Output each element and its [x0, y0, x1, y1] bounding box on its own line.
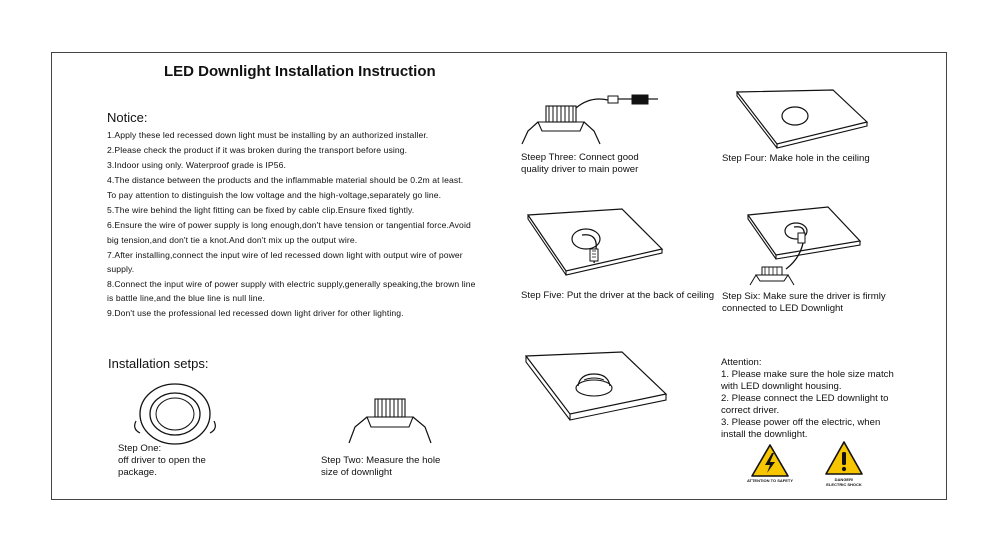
notice-line: is battle line,and the blue line is null line.	[107, 293, 265, 303]
step-five-text: Step Five: Put the driver at the back of ceiling	[521, 290, 715, 301]
step-six-text: Step Six: Make sure the driver is firmly	[722, 291, 886, 302]
step-three-text: quality driver to main power	[521, 164, 639, 175]
driver-behind-ceiling-illustration	[526, 205, 666, 277]
step-two-text: Step Two: Measure the hole	[321, 455, 441, 466]
notice-line: 4.The distance between the products and the inflammable material should be 0.2m at least.	[107, 175, 464, 185]
lightning-warning-icon	[750, 443, 790, 478]
step-two-text: size of downlight	[321, 467, 392, 478]
attention-line: 2. Please connect the LED downlight to	[721, 393, 889, 404]
notice-line: big tension,and don't tie a knot.And don't mix up the output wire.	[107, 235, 358, 245]
notice-line: 8.Connect the input wire of power supply with electric supply,generally speaking,the brown line	[107, 279, 476, 289]
notice-line: To pay attention to distinguish the low voltage and the high-voltage,separately go line.	[107, 190, 442, 200]
notice-heading: Notice:	[107, 110, 148, 125]
notice-line: supply.	[107, 264, 135, 274]
driver-connection-illustration	[520, 86, 660, 148]
installation-heading: Installation setps:	[108, 356, 209, 371]
driver-connected-illustration	[746, 205, 866, 285]
attention-line: 1. Please make sure the hole size match	[721, 369, 894, 380]
notice-line: 3.Indoor using only. Waterproof grade is IP56.	[107, 160, 286, 170]
attention-line: with LED downlight housing.	[721, 381, 842, 392]
attention-line: install the downlight.	[721, 429, 808, 440]
step-three-text: Steep Three: Connect good	[521, 152, 639, 163]
step-four-text: Step Four: Make hole in the ceiling	[722, 153, 870, 164]
exclamation-warning-icon	[824, 440, 864, 476]
attention-line: 3. Please power off the electric, when	[721, 417, 881, 428]
notice-line: 2.Please check the product if it was broken during the transport before using.	[107, 145, 408, 155]
attention-heading: Attention:	[721, 357, 762, 368]
notice-line: 9.Don't use the professional led recessed down light driver for other lighting.	[107, 308, 404, 318]
page-title: LED Downlight Installation Instruction	[164, 63, 436, 80]
step-one-text: off driver to open the	[118, 455, 206, 466]
warning-label: ATTENTION TO SAFETY	[746, 478, 794, 483]
ceiling-hole-illustration	[735, 86, 870, 150]
notice-line: 5.The wire behind the light fitting can be fixed by cable clip.Ensure fixed tightly.	[107, 205, 415, 215]
attention-line: correct driver.	[721, 405, 780, 416]
warning-label: DANGER! ELECTRIC SHOCK	[826, 477, 862, 487]
downlight-front-illustration	[128, 381, 223, 451]
installed-downlight-illustration	[524, 350, 670, 422]
notice-line: 6.Ensure the wire of power supply is long enough,don't have tension or tangential force.Avoid	[107, 220, 471, 230]
step-six-text: connected to LED Downlight	[722, 303, 844, 314]
notice-line: 1.Apply these led recessed down light must be installing by an authorized installer.	[107, 130, 429, 140]
step-one-label: Step One:	[118, 443, 162, 454]
step-one-text: package.	[118, 467, 157, 478]
downlight-side-illustration	[345, 395, 435, 447]
notice-line: 7.After installing,connect the input wire of led recessed down light with output wire of power	[107, 250, 463, 260]
